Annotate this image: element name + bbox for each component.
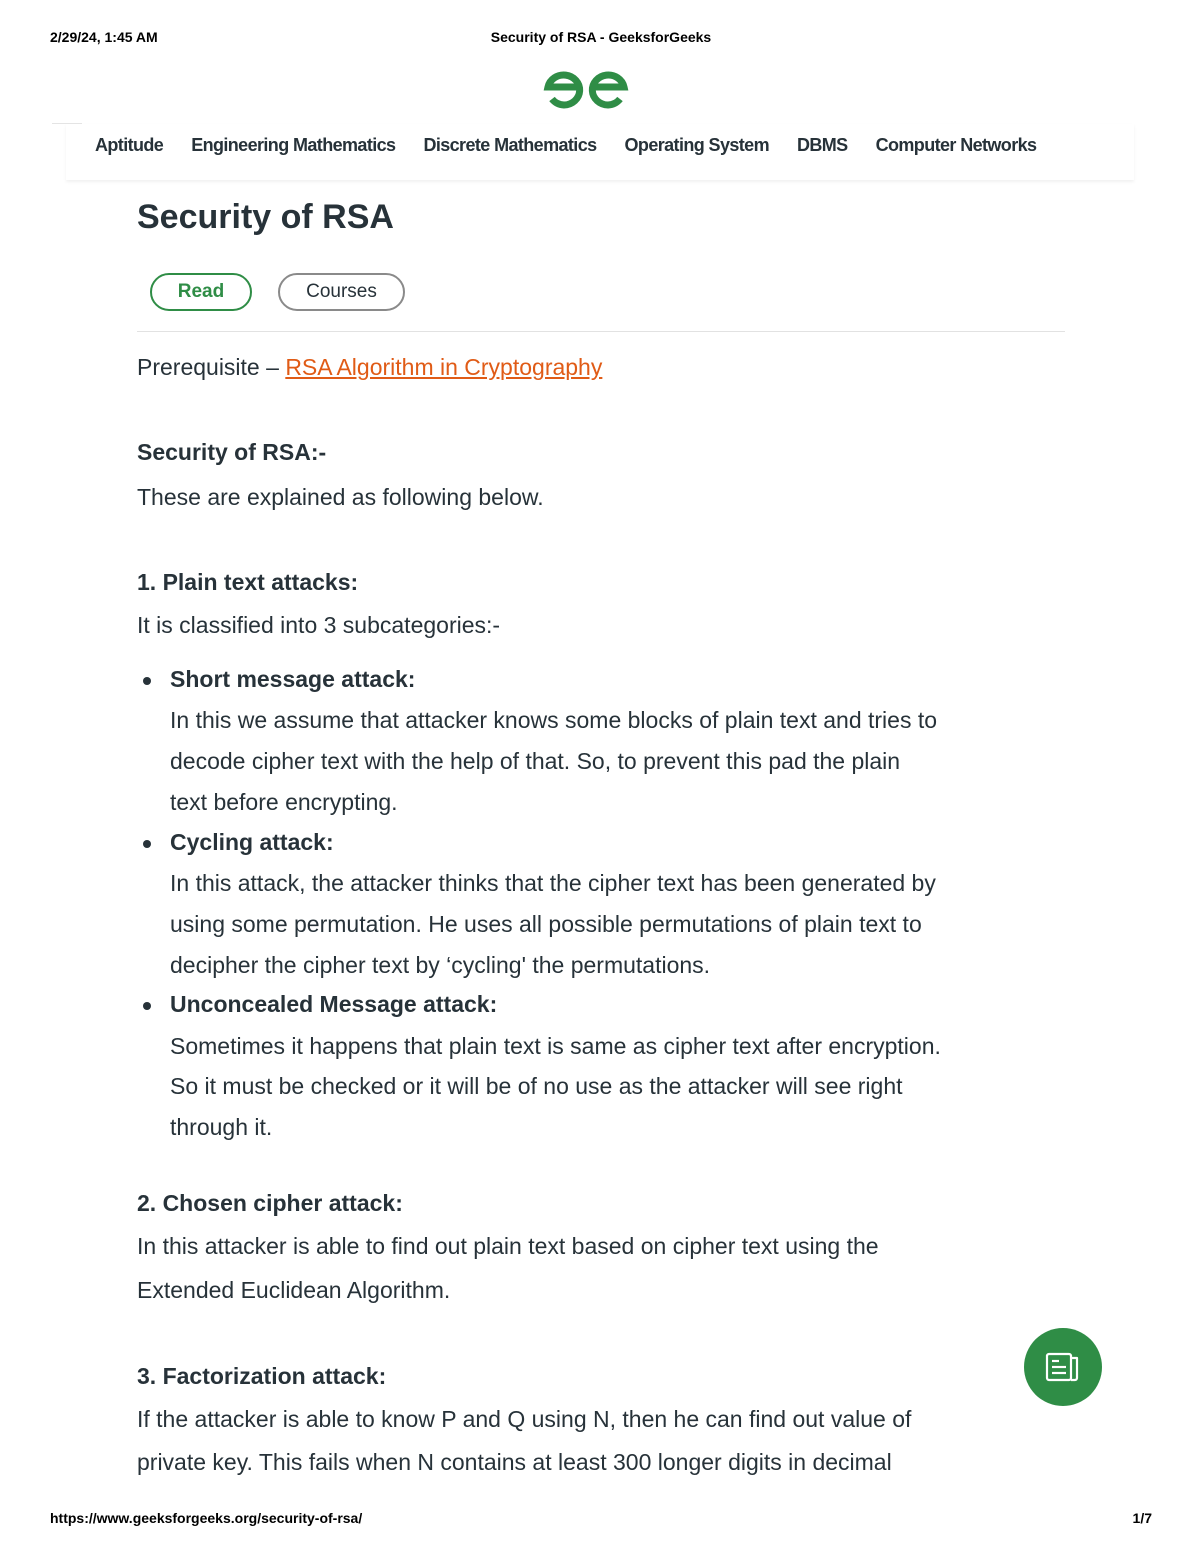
nav-item-computer-networks[interactable]: Computer Networks [875,135,1037,155]
list-item-text: decipher the cipher text by ‘cycling' the permutations. [170,952,711,978]
paragraph-line: Extended Euclidean Algorithm. [137,1277,451,1303]
bullet-icon [143,677,151,685]
list-item-text: So it must be checked or it will be of no use as the attacker will see right [170,1073,903,1099]
plain-text-attacks-heading: 1. Plain text attacks: [137,569,359,595]
nav-item-operating-system[interactable]: Operating System [624,135,769,155]
chosen-cipher-attack-heading: 2. Chosen cipher attack: [137,1190,403,1216]
section-heading: Security of RSA:- [137,439,327,465]
nav-divider-mark [52,123,82,124]
paragraph-line: If the attacker is able to know P and Q using N, then he can find out value of [137,1406,912,1432]
list-item-text: In this attack, the attacker thinks that the cipher text has been generated by [170,870,936,896]
list-item-text: Sometimes it happens that plain text is same as cipher text after encryption. [170,1033,941,1059]
list-item-text: In this we assume that attacker knows some blocks of plain text and tries to [170,707,938,733]
factorization-attack-heading: 3. Factorization attack: [137,1363,387,1389]
bullet-icon [143,840,151,848]
prerequisite-label: Prerequisite – [137,354,286,380]
list-item-text: decode cipher text with the help of that. So, to prevent this pad the plain [170,748,901,774]
tab-read[interactable]: Read [150,273,252,311]
list-item-title: Short message attack: [170,666,416,692]
title-divider [137,331,1065,332]
print-document-title: Security of RSA - GeeksforGeeks [490,29,712,45]
list-item-text: text before encrypting. [170,789,398,815]
list-item-title: Cycling attack: [170,829,334,855]
list-item-title: Unconcealed Message attack: [170,991,498,1017]
prerequisite-line [137,353,602,381]
page-number: 1/7 [1132,1510,1152,1526]
bullet-icon [143,1002,151,1010]
list-item-text: through it. [170,1114,273,1140]
reader-icon [1045,1351,1081,1383]
nav-item-discrete-mathematics[interactable]: Discrete Mathematics [423,135,597,155]
section-intro: These are explained as following below. [137,484,544,510]
prerequisite-link[interactable]: RSA Algorithm in Cryptography [285,354,603,380]
nav-item-dbms[interactable]: DBMS [796,135,848,155]
print-url: https://www.geeksforgeeks.org/security-of-rsa/ [50,1510,363,1526]
nav-item-aptitude[interactable]: Aptitude [95,135,164,155]
plain-text-attacks-intro: It is classified into 3 subcategories:- [137,612,501,638]
page-title: Security of RSA [137,198,394,236]
print-date: 2/29/24, 1:45 AM [50,29,158,45]
geeksforgeeks-logo-icon[interactable] [542,66,630,112]
tab-courses[interactable]: Courses [278,273,405,311]
top-navigation [66,124,1134,180]
nav-item-engineering-mathematics[interactable]: Engineering Mathematics [191,135,396,155]
print-footer [50,1510,1152,1530]
reader-mode-button[interactable] [1024,1328,1102,1406]
paragraph-line: In this attacker is able to find out plain text based on cipher text using the [137,1233,879,1259]
print-header [50,29,1152,49]
list-item-text: using some permutation. He uses all possible permutations of plain text to [170,911,922,937]
paragraph-line: private key. This fails when N contains at least 300 longer digits in decimal [137,1449,892,1475]
